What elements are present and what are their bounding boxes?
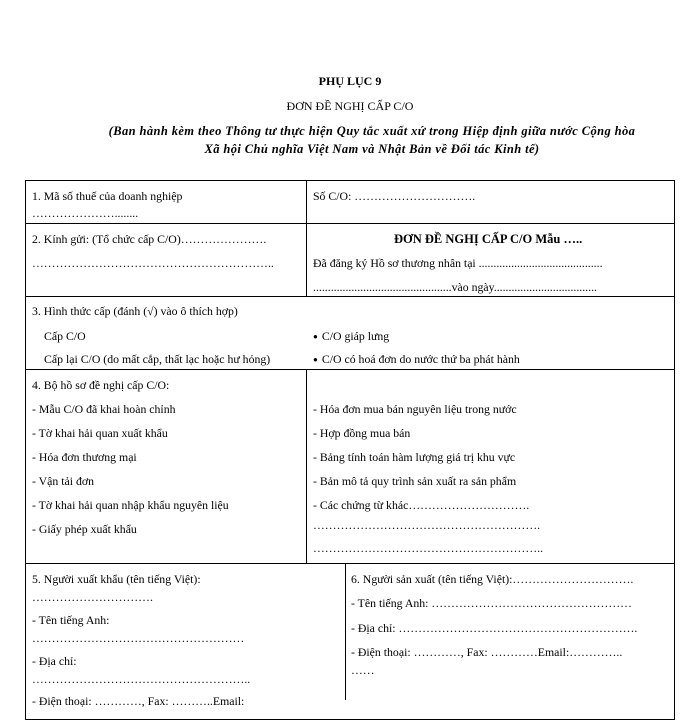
co-number-field[interactable]: Số C/O: …………………………. xyxy=(313,189,476,203)
exporter-label: 5. Người xuất khẩu (tên tiếng Việt): xyxy=(32,572,201,586)
other-documents-field[interactable]: - Các chứng từ khác…………………………. xyxy=(313,498,530,512)
producer-phone-dots[interactable]: …… xyxy=(351,663,375,677)
bullet-icon xyxy=(313,352,322,366)
dossier-item: - Mẫu C/O đã khai hoàn chỉnh xyxy=(32,402,176,416)
producer-address-field[interactable]: - Địa chỉ: ……………………………………………………. xyxy=(351,621,638,635)
row-divider-3 xyxy=(25,369,675,370)
row-divider-1 xyxy=(25,223,675,224)
dossier-item: - Hóa đơn thương mại xyxy=(32,450,137,464)
issuance-type-label: 3. Hình thức cấp (đánh (√) vào ô thích hợp) xyxy=(32,304,238,318)
option-third-country-label: C/O có hoá đơn do nước thứ ba phát hành xyxy=(321,352,520,366)
exporter-phone-field[interactable]: - Điện thoại: …………, Fax: ………..Email: xyxy=(32,694,245,708)
exporter-name-field[interactable]: …………………………. xyxy=(32,590,153,604)
column-divider-section5 xyxy=(345,563,346,700)
dossier-item: - Bảng tính toán hàm lượng giá trị khu vực xyxy=(313,450,516,464)
option-issue-co[interactable]: Cấp C/O xyxy=(44,329,86,343)
recipient-field[interactable]: …………………………………………………….. xyxy=(32,256,274,270)
option-back-to-back-label: C/O giáp lưng xyxy=(321,329,390,343)
registration-date-field[interactable]: ...............................................vào ngày................................... xyxy=(313,280,597,294)
other-documents-dots-1[interactable]: …………………………………………………. xyxy=(313,518,541,532)
exporter-address-label: - Địa chỉ: xyxy=(32,654,77,668)
recipient-label: 2. Kính gửi: (Tổ chức cấp C/O)…………………. xyxy=(32,232,267,246)
dossier-item: - Tờ khai hải quan nhập khẩu nguyên liệu xyxy=(32,498,229,512)
other-documents-dots-2[interactable]: ………………………………………………….. xyxy=(313,541,544,555)
co-form-heading: ĐƠN ĐỀ NGHỊ CẤP C/O Mẫu ….. xyxy=(394,232,583,246)
exporter-english-name-field[interactable]: ……………………………………………… xyxy=(32,631,245,645)
dossier-item: - Hợp đồng mua bán xyxy=(313,426,411,440)
producer-phone-field[interactable]: - Điện thoại: …………, Fax: …………Email:………….. xyxy=(351,645,623,659)
dossier-item: - Vận tải đơn xyxy=(32,474,95,488)
row-divider-4 xyxy=(25,563,675,564)
producer-label[interactable]: 6. Người sản xuất (tên tiếng Việt):…………………………. xyxy=(351,572,634,586)
column-divider-section4 xyxy=(306,369,307,563)
column-divider-top xyxy=(306,180,307,296)
tax-code-field[interactable]: …………………........ xyxy=(32,206,139,220)
form-subtitle: (Ban hành kèm theo Thông tư thực hiện Quy tắc xuất xứ trong Hiệp định giữa nước Cộng hòa Xã hội Chủ nghĩa Việt Nam và Nhật Bản về Đối tác Kinh tế) xyxy=(108,124,636,156)
bullet-icon xyxy=(313,329,322,343)
tax-code-label: 1. Mã số thuế của doanh nghiệp xyxy=(32,189,183,203)
dossier-label: 4. Bộ hồ sơ đề nghị cấp C/O: xyxy=(32,378,170,392)
dossier-item: - Bản mô tả quy trình sản xuất ra sản phẩm xyxy=(313,474,517,488)
dossier-item: - Tờ khai hải quan xuất khẩu xyxy=(32,426,168,440)
trader-registration-field[interactable]: Đã đăng ký Hồ sơ thương nhân tại .......................................... xyxy=(313,256,603,270)
row-divider-2 xyxy=(25,296,675,297)
exporter-address-field[interactable]: ……………………………………………….. xyxy=(32,672,251,686)
producer-english-name-field[interactable]: - Tên tiếng Anh: …………………………………………… xyxy=(351,596,632,610)
dossier-item: - Hóa đơn mua bán nguyên liệu trong nước xyxy=(313,402,517,416)
option-reissue-co[interactable]: Cấp lại C/O (do mất cắp, thất lạc hoặc hư hỏng) xyxy=(44,352,271,366)
option-back-to-back-co[interactable] xyxy=(313,329,389,344)
exporter-english-name-label: - Tên tiếng Anh: xyxy=(32,613,110,627)
appendix-title: PHỤ LỤC 9 xyxy=(318,74,382,88)
dossier-item: - Giấy phép xuất khẩu xyxy=(32,522,137,536)
form-title: ĐƠN ĐỀ NGHỊ CẤP C/O xyxy=(286,99,414,113)
option-third-country-invoice[interactable] xyxy=(313,352,520,367)
